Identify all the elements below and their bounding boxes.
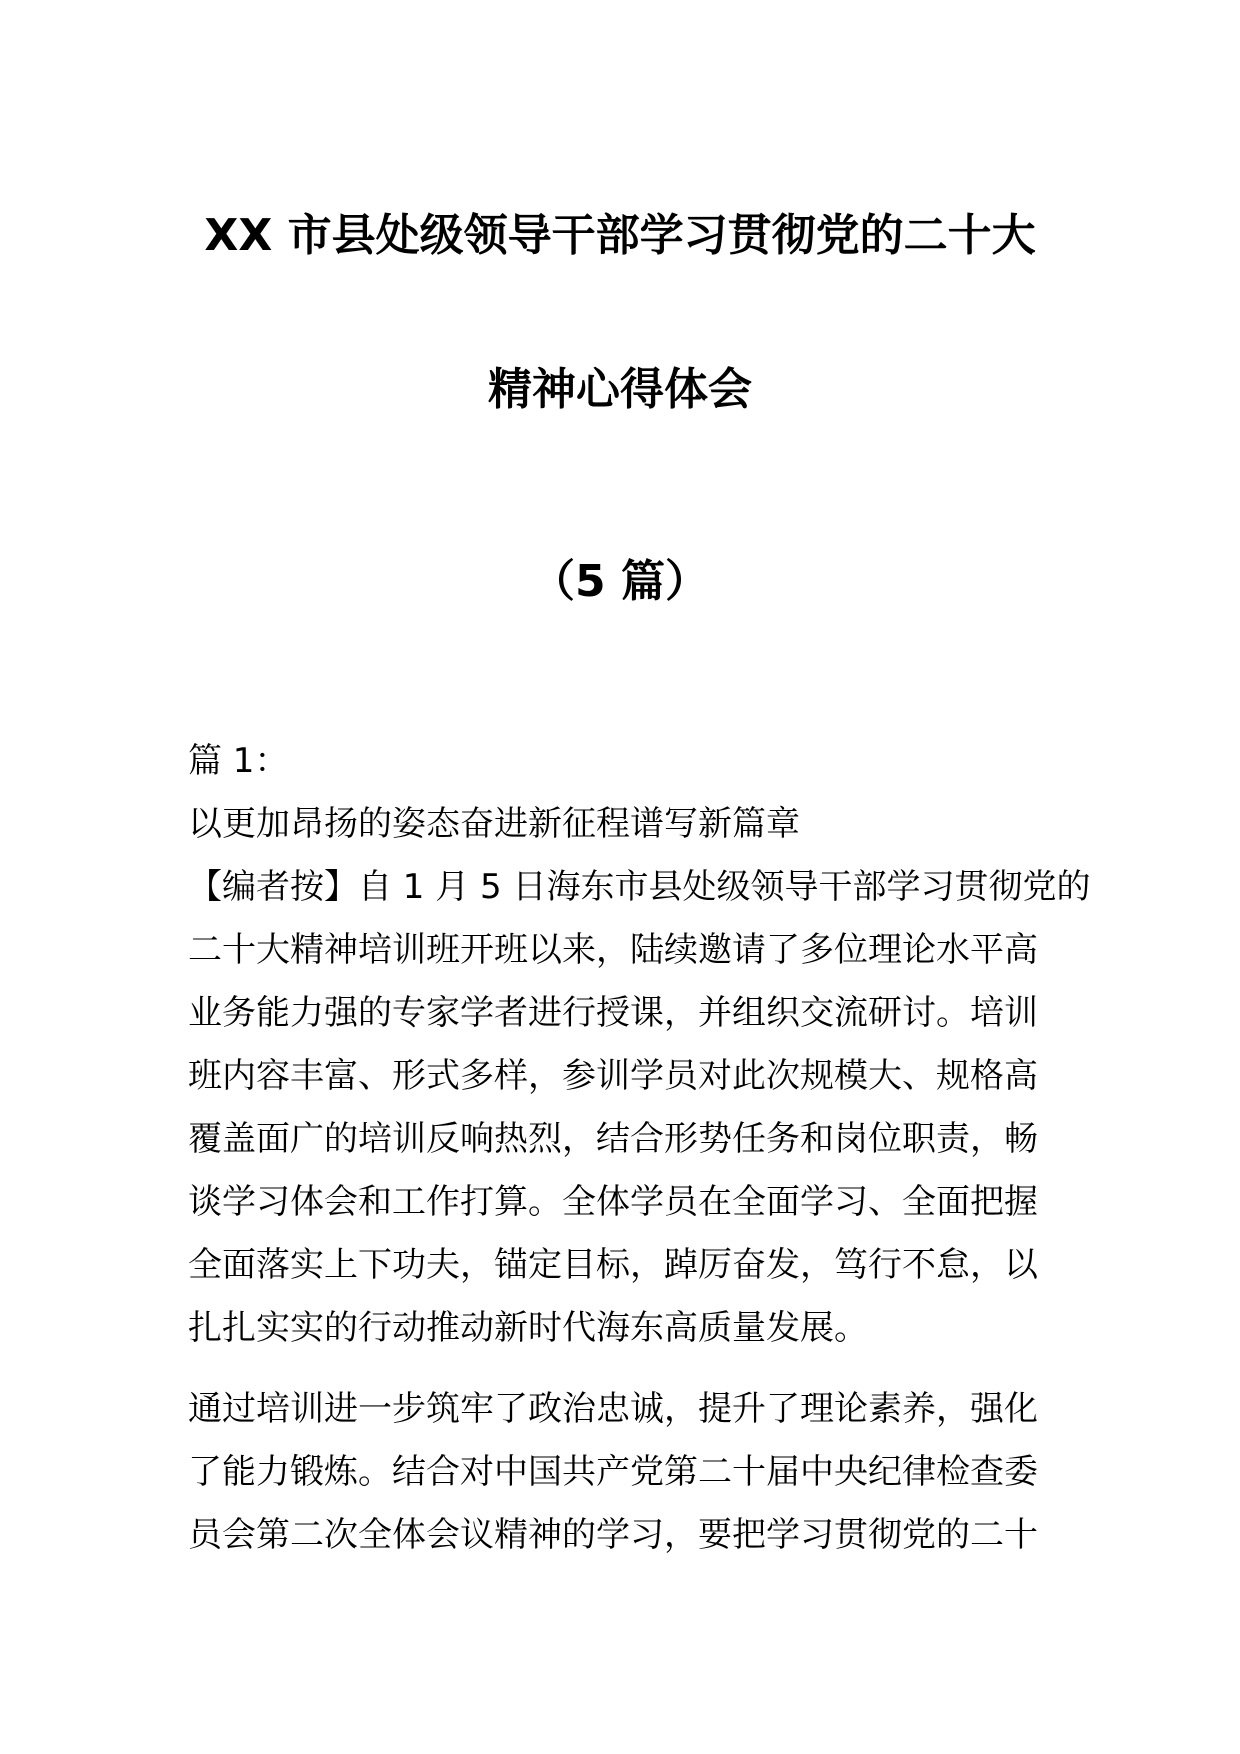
paragraph-line: 【编者按】自 1 月 5 日海东市县处级领导干部学习贯彻党的 xyxy=(188,867,1091,907)
paragraph-line: 谈学习体会和工作打算。全体学员在全面学习、全面把握 xyxy=(188,1182,1038,1222)
document-count: （5 篇） xyxy=(531,556,709,607)
paragraph-line: 二十大精神培训班开班以来，陆续邀请了多位理论水平高 xyxy=(188,930,1038,970)
editor-note-paragraph xyxy=(188,856,1091,1360)
paragraph-line: 员会第二次全体会议精神的学习，要把学习贯彻党的二十 xyxy=(188,1515,1038,1555)
paragraph-line: 了能力锻炼。结合对中国共产党第二十届中央纪律检查委 xyxy=(188,1452,1038,1492)
body-paragraph xyxy=(188,1378,1060,1567)
paragraph-line: 扎扎实实的行动推动新时代海东高质量发展。 xyxy=(188,1308,868,1348)
paragraph-line: 班内容丰富、形式多样，参训学员对此次规模大、规格高 xyxy=(188,1056,1038,1096)
section-heading-text: 以更加昂扬的姿态奋进新征程谱写新篇章 xyxy=(188,804,800,844)
document-title-line-1: XX 市县处级领导干部学习贯彻党的二十大 xyxy=(204,210,1036,261)
section-label xyxy=(188,730,1060,793)
paragraph-line: 业务能力强的专家学者进行授课，并组织交流研讨。培训 xyxy=(188,993,1038,1033)
section-label-text: 篇 1： xyxy=(188,741,289,781)
paragraph-line: 通过培训进一步筑牢了政治忠诚，提升了理论素养，强化 xyxy=(188,1389,1038,1429)
document-title-line-2: 精神心得体会 xyxy=(488,364,752,415)
paragraph-line: 覆盖面广的培训反响热烈，结合形势任务和岗位职责，畅 xyxy=(188,1119,1038,1159)
section-heading xyxy=(188,793,1060,856)
paragraph-line: 全面落实上下功夫，锚定目标，踔厉奋发，笃行不怠，以 xyxy=(188,1245,1038,1285)
